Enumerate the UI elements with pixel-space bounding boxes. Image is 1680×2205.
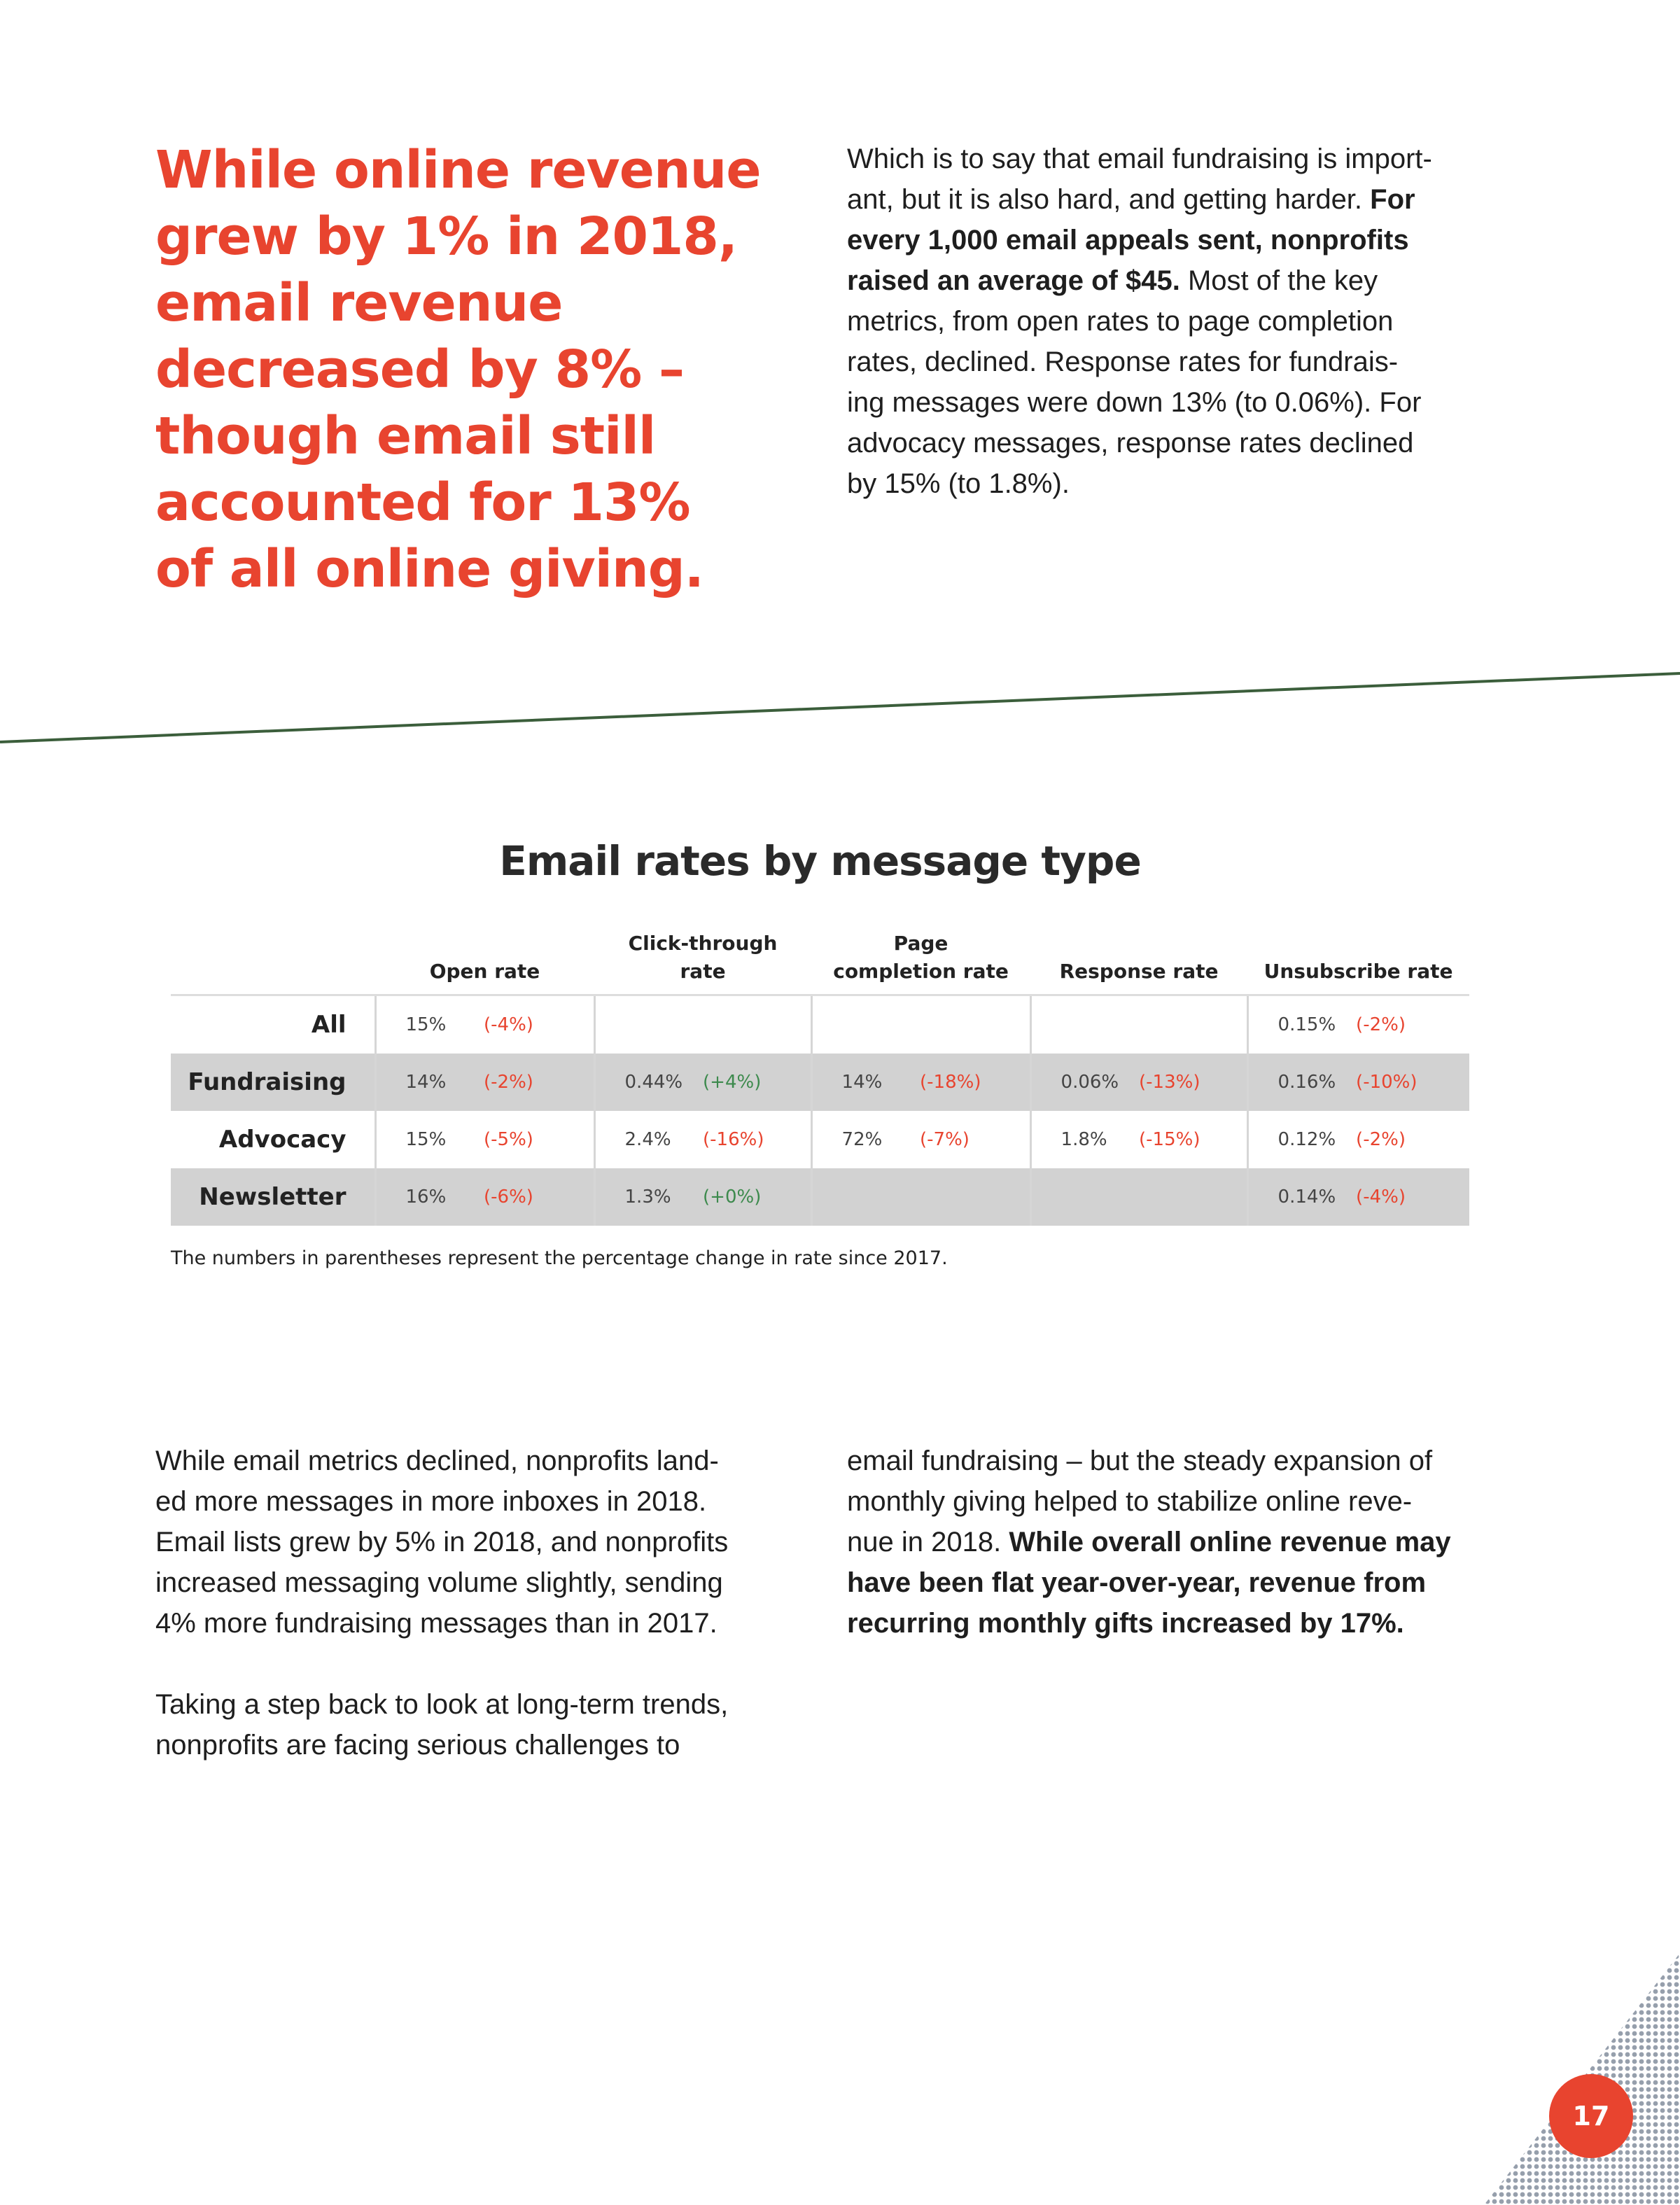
table-header-row bbox=[171, 910, 1469, 995]
body-paragraph-right bbox=[847, 1441, 1519, 1644]
bold-text-run: have been flat year-over-year, revenue from bbox=[847, 1567, 1427, 1598]
text-line bbox=[847, 1522, 1519, 1562]
text-line: metrics, from open rates to page completion bbox=[847, 306, 1394, 337]
text-line: nonprofits are facing serious challenges to bbox=[155, 1730, 680, 1760]
table-row-all bbox=[171, 995, 1469, 1054]
bold-text-run: recurring monthly gifts increased by 17%. bbox=[847, 1608, 1404, 1639]
response-rate-value bbox=[1030, 995, 1139, 1054]
text-line: Taking a step back to look at long-term trends, bbox=[155, 1689, 729, 1720]
bold-text-run: For bbox=[1370, 184, 1415, 215]
open-rate-change: (-4%) bbox=[484, 1014, 533, 1035]
pull-quote-line: though email still bbox=[155, 406, 656, 466]
table-row-newsletter bbox=[171, 1168, 1469, 1226]
text-line bbox=[847, 260, 1519, 301]
bold-text-run: every 1,000 email appeals sent, nonprofits bbox=[847, 225, 1409, 255]
body-paragraph-left bbox=[155, 1441, 799, 1765]
text-run: ant, but it is also hard, and getting harder. bbox=[847, 184, 1371, 215]
row-label: All bbox=[311, 1011, 346, 1039]
unsubscribe-rate-change: (-2%) bbox=[1356, 1129, 1406, 1150]
header-click-through-rate bbox=[594, 910, 811, 995]
click-through-rate-value bbox=[594, 995, 703, 1054]
response-rate-value: 1.8% bbox=[1030, 1111, 1139, 1168]
text-line: email fundraising – but the steady expansion of bbox=[847, 1446, 1433, 1476]
unsubscribe-rate-change: (-4%) bbox=[1356, 1168, 1469, 1226]
section-divider bbox=[0, 658, 1680, 749]
response-rate-change: (-15%) bbox=[1139, 1129, 1200, 1150]
text-line: ed more messages in more inboxes in 2018. bbox=[155, 1486, 707, 1517]
open-rate-value: 16% bbox=[375, 1168, 484, 1226]
pull-quote-line: While online revenue bbox=[155, 140, 761, 200]
row-label: Advocacy bbox=[218, 1126, 346, 1154]
text-line: ing messages were down 13% (to 0.06%). For bbox=[847, 387, 1422, 418]
page-completion-rate-change bbox=[920, 1168, 1030, 1226]
open-rate-change: (-2%) bbox=[484, 1054, 594, 1111]
table-row-advocacy bbox=[171, 1111, 1469, 1168]
row-label: Fundraising bbox=[171, 1054, 375, 1111]
header-line: Response rate bbox=[1059, 960, 1219, 983]
unsubscribe-rate-value: 0.16% bbox=[1247, 1054, 1356, 1111]
click-through-rate-value: 0.44% bbox=[594, 1054, 703, 1111]
header-unsubscribe-rate bbox=[1247, 910, 1469, 995]
click-through-rate-change bbox=[703, 995, 811, 1054]
response-rate-change bbox=[1139, 995, 1247, 1054]
unsubscribe-rate-value: 0.15% bbox=[1247, 995, 1356, 1054]
open-rate-change: (-6%) bbox=[484, 1168, 594, 1226]
bold-text-line bbox=[847, 220, 1519, 260]
pull-quote-line: of all online giving. bbox=[155, 539, 704, 599]
bold-text-line bbox=[847, 1603, 1519, 1644]
text-line: monthly giving helped to stabilize online reve- bbox=[847, 1486, 1413, 1517]
page-completion-rate-value bbox=[811, 995, 920, 1054]
response-rate-value bbox=[1030, 1168, 1139, 1226]
open-rate-value: 15% bbox=[375, 995, 484, 1054]
page-completion-rate-change: (-18%) bbox=[920, 1054, 1030, 1111]
text-line: rates, declined. Response rates for fundrais- bbox=[847, 346, 1399, 377]
click-through-rate-change: (+4%) bbox=[703, 1054, 811, 1111]
text-run: Most of the key bbox=[1180, 265, 1378, 296]
bold-text-run: While overall online revenue may bbox=[1009, 1527, 1451, 1558]
pull-quote bbox=[155, 137, 771, 603]
click-through-rate-value: 1.3% bbox=[594, 1168, 703, 1226]
text-line: advocacy messages, response rates declined bbox=[847, 428, 1414, 458]
email-rates-table bbox=[171, 910, 1469, 1226]
response-rate-change bbox=[1139, 1168, 1247, 1226]
text-line: increased messaging volume slightly, sending bbox=[155, 1567, 723, 1598]
pull-quote-line: grew by 1% in 2018, bbox=[155, 206, 738, 267]
page-completion-rate-change: (-7%) bbox=[920, 1129, 969, 1150]
unsubscribe-rate-change: (-10%) bbox=[1356, 1054, 1469, 1111]
text-line: Email lists grew by 5% in 2018, and nonprofits bbox=[155, 1527, 729, 1558]
open-rate-value: 14% bbox=[375, 1054, 484, 1111]
pull-quote-line: email revenue bbox=[155, 273, 563, 333]
click-through-rate-change: (+0%) bbox=[703, 1168, 811, 1226]
header-response-rate bbox=[1030, 910, 1247, 995]
pull-quote-line: decreased by 8% – bbox=[155, 340, 684, 400]
header-page-completion-rate bbox=[811, 910, 1030, 995]
header-empty-cell bbox=[171, 910, 375, 995]
click-through-rate-change: (-16%) bbox=[703, 1129, 764, 1150]
text-line: Which is to say that email fundraising is import- bbox=[847, 144, 1432, 174]
header-line: Click-through bbox=[628, 932, 778, 955]
page-number-badge: 17 bbox=[1549, 2074, 1633, 2158]
table-row-fundraising bbox=[171, 1054, 1469, 1111]
text-run: nue in 2018. bbox=[847, 1527, 1009, 1558]
unsubscribe-rate-change: (-2%) bbox=[1356, 1014, 1406, 1035]
response-rate-value: 0.06% bbox=[1030, 1054, 1139, 1111]
text-line: While email metrics declined, nonprofits land- bbox=[155, 1446, 719, 1476]
intro-paragraph bbox=[847, 139, 1519, 504]
open-rate-change: (-5%) bbox=[484, 1129, 533, 1150]
row-label: Newsletter bbox=[171, 1168, 375, 1226]
header-line: Open rate bbox=[429, 960, 540, 983]
blank-line bbox=[155, 1644, 799, 1684]
unsubscribe-rate-value: 0.14% bbox=[1247, 1168, 1356, 1226]
header-line: Unsubscribe rate bbox=[1264, 960, 1453, 983]
table-footnote: The numbers in parentheses represent the percentage change in rate since 2017. bbox=[171, 1247, 948, 1269]
table-title: Email rates by message type bbox=[499, 837, 1141, 885]
text-line bbox=[847, 179, 1519, 220]
pull-quote-line: accounted for 13% bbox=[155, 472, 690, 533]
page-completion-rate-value: 72% bbox=[811, 1111, 920, 1168]
click-through-rate-value: 2.4% bbox=[594, 1111, 703, 1168]
response-rate-change: (-13%) bbox=[1139, 1054, 1247, 1111]
bold-text-line bbox=[847, 1562, 1519, 1603]
email-rates-table-wrapper bbox=[171, 910, 1469, 1226]
open-rate-value: 15% bbox=[375, 1111, 484, 1168]
text-line: by 15% (to 1.8%). bbox=[847, 468, 1070, 499]
page-completion-rate-value: 14% bbox=[811, 1054, 920, 1111]
page-completion-rate-value bbox=[811, 1168, 920, 1226]
bold-text-run: raised an average of $45. bbox=[847, 265, 1180, 296]
unsubscribe-rate-value: 0.12% bbox=[1247, 1111, 1356, 1168]
header-open-rate bbox=[375, 910, 594, 995]
text-line: 4% more fundraising messages than in 2017. bbox=[155, 1608, 718, 1639]
header-line: rate bbox=[680, 960, 726, 983]
header-line: Page bbox=[893, 932, 948, 955]
page-completion-rate-change bbox=[920, 995, 1030, 1054]
header-line: completion rate bbox=[833, 960, 1009, 983]
